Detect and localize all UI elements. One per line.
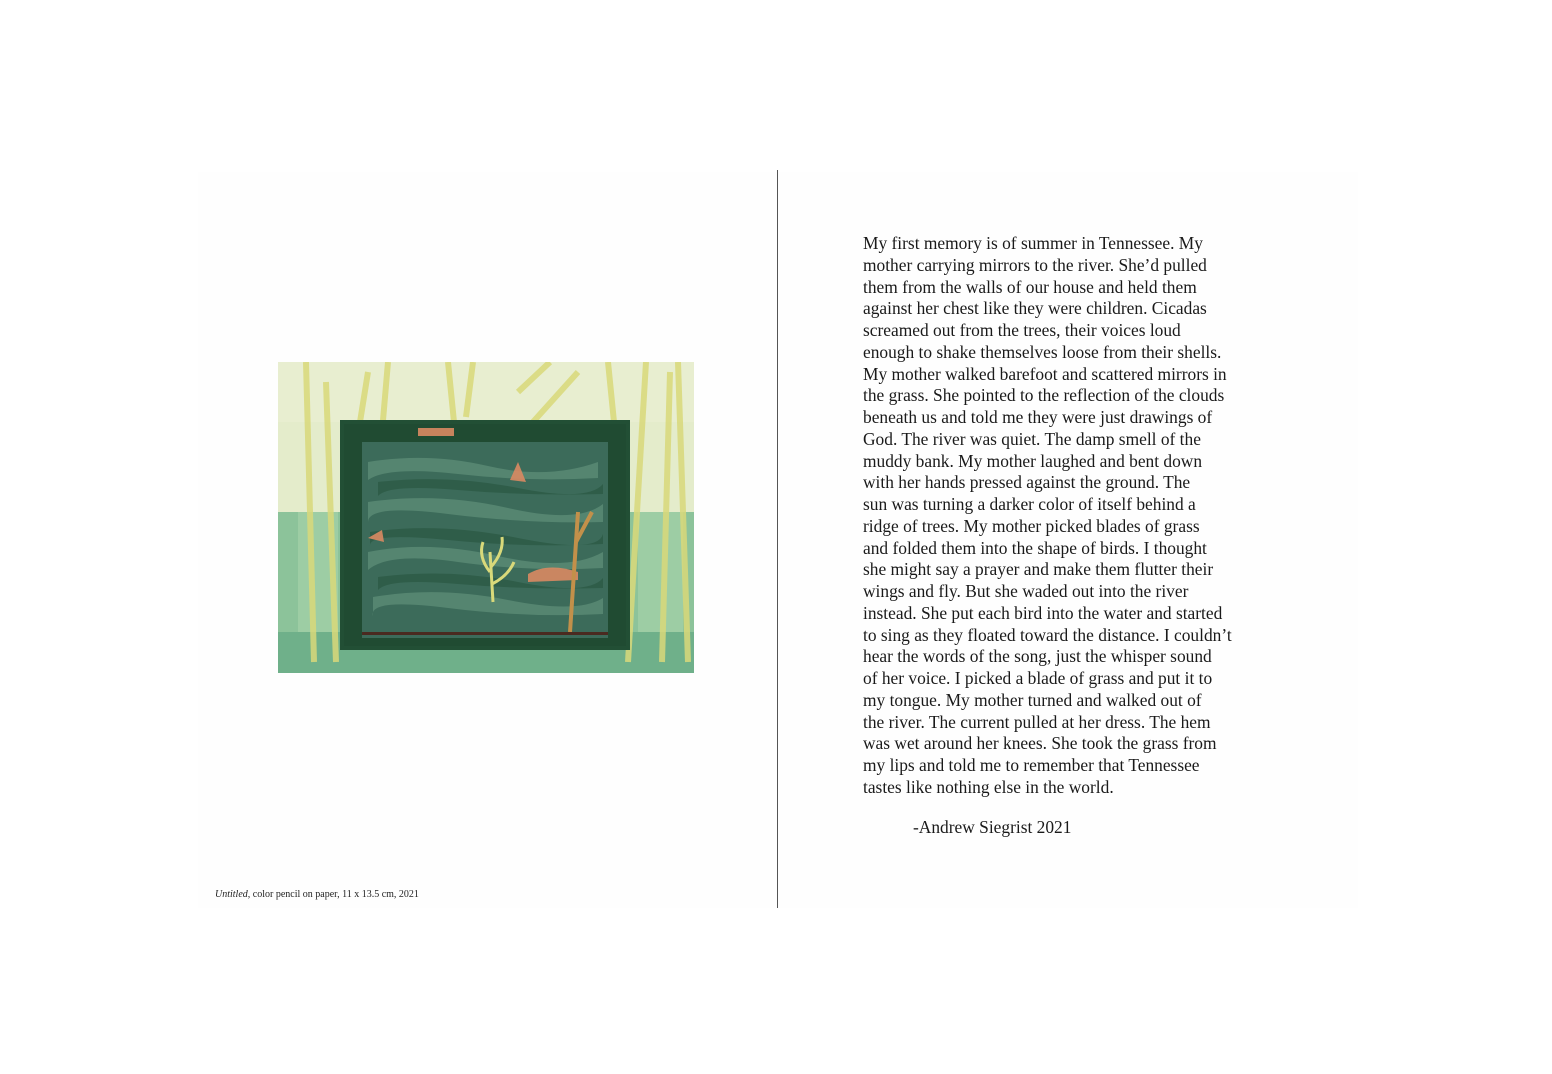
story-line: against her chest like they were children. Cicadas: [863, 298, 1207, 319]
story-line: ridge of trees. My mother picked blades of grass: [863, 515, 1200, 536]
story-line: My first memory is of summer in Tennessee. My: [863, 233, 1203, 253]
story-line: to sing as they floated toward the distance. I couldn’t: [863, 624, 1232, 645]
story-line: mother carrying mirrors to the river. She’d pulled: [863, 254, 1207, 275]
story-line: she might say a prayer and make them flutter their: [863, 559, 1214, 580]
story-line: instead. She put each bird into the water and started: [863, 602, 1223, 623]
story-line: My mother walked barefoot and scattered mirrors in: [863, 363, 1227, 384]
story-line: them from the walls of our house and held them: [863, 276, 1197, 297]
page-divider: [777, 170, 778, 908]
artwork-image: [278, 362, 694, 673]
story-line: my lips and told me to remember that Tennessee: [863, 755, 1200, 775]
story-line: the grass. She pointed to the reflection of the clouds: [863, 385, 1225, 406]
story-line: beneath us and told me they were just drawings of: [863, 407, 1213, 427]
story-line: and folded them into the shape of birds. I thought: [863, 537, 1207, 558]
artwork-caption: [215, 889, 419, 900]
story-line: the river. The current pulled at her dress. The hem: [863, 711, 1211, 732]
artwork-title: Untitled,: [215, 889, 251, 900]
author-signature: -Andrew Siegrist 2021: [913, 817, 1072, 837]
artwork-details: color pencil on paper, 11 x 13.5 cm, 2021: [250, 889, 419, 900]
story-line: sun was turning a darker color of itself behind a: [863, 494, 1196, 514]
story-line: of her voice. I picked a blade of grass and put it to: [863, 668, 1213, 688]
story-line: muddy bank. My mother laughed and bent down: [863, 450, 1203, 471]
story-line: hear the words of the song, just the whisper sound: [863, 646, 1212, 667]
story-line: God. The river was quiet. The damp smell of the: [863, 428, 1201, 449]
story-line: wings and fly. But she waded out into the river: [863, 581, 1189, 601]
story-text: [863, 233, 1303, 799]
story-line: was wet around her knees. She took the grass from: [863, 733, 1217, 754]
story-line: enough to shake themselves loose from their shells.: [863, 341, 1222, 362]
story-line: with her hands pressed against the ground. The: [863, 472, 1191, 493]
story-line: screamed out from the trees, their voices loud: [863, 320, 1181, 340]
story-line: my tongue. My mother turned and walked out of: [863, 689, 1202, 710]
color-pencil-drawing: [278, 362, 694, 673]
story-line: tastes like nothing else in the world.: [863, 776, 1114, 797]
